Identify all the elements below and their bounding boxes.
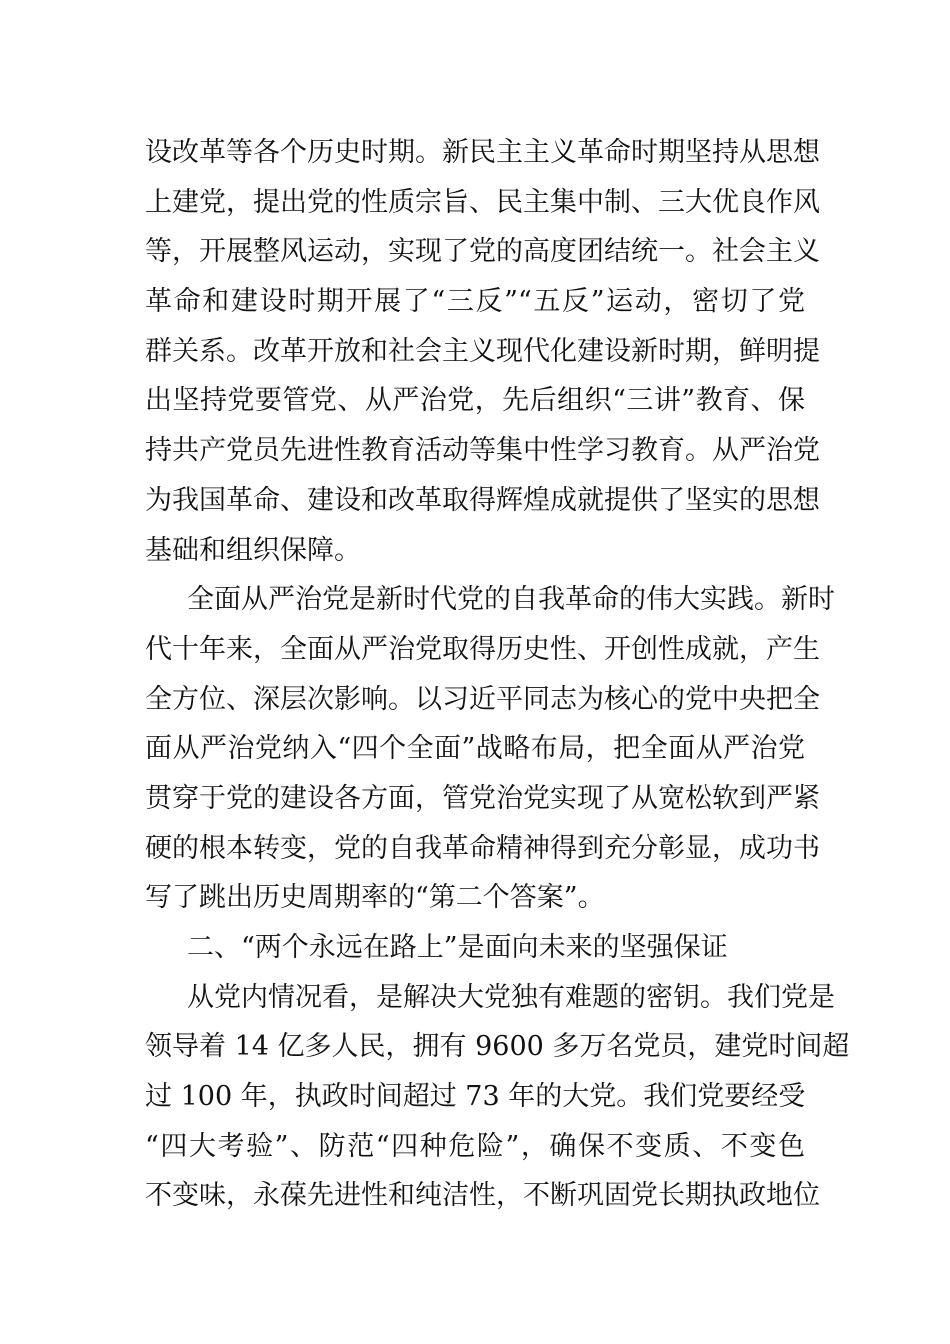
text-line: 领导着 14 亿多人民，拥有 9600 多万名党员，建党时间超	[145, 1031, 850, 1063]
text-line: 群关系。改革开放和社会主义现代化建设新时期，鲜明提	[145, 335, 820, 367]
text-line: 持共产党员先进性教育活动等集中性学习教育。从严治党	[145, 435, 820, 467]
paragraph-1	[145, 128, 820, 575]
text-line: 从党内情况看，是解决大党独有难题的密钥。我们党是	[187, 981, 835, 1013]
text-line: 代十年来，全面从严治党取得历史性、开创性成就，产生	[145, 633, 820, 665]
section-heading: 二、“两个永远在路上”是面向未来的坚强保证	[187, 932, 728, 963]
text-line: 不变味，永葆先进性和纯洁性，不断巩固党长期执政地位	[145, 1180, 820, 1212]
text-line: 上建党，提出党的性质宗旨、民主集中制、三大优良作风	[145, 186, 820, 218]
text-line: 面从严治党纳入“四个全面”战略布局，把全面从严治党	[145, 733, 805, 765]
document-body	[145, 128, 850, 1221]
text-line: 革命和建设时期开展了“三反”“五反”运动，密切了党	[145, 286, 805, 318]
text-line: “四大考验”、防范“四种危险”，确保不变质、不变色	[145, 1130, 805, 1162]
text-line: 贯穿于党的建设各方面，管党治党实现了从宽松软到严紧	[145, 782, 820, 814]
paragraph-3	[145, 973, 850, 1221]
text-line: 过 100 年，执政时间超过 73 年的大党。我们党要经受	[145, 1081, 806, 1113]
text-line: 基础和组织保障。	[145, 534, 361, 566]
text-line: 写了跳出历史周期率的“第二个答案”。	[145, 882, 605, 914]
text-line: 等，开展整风运动，实现了党的高度团结统一。社会主义	[145, 236, 820, 268]
paragraph-2	[145, 575, 835, 923]
text-line: 全方位、深层次影响。以习近平同志为核心的党中央把全	[145, 683, 820, 715]
text-line: 出坚持党要管党、从严治党，先后组织“三讲”教育、保	[145, 385, 805, 417]
text-line: 硬的根本转变，党的自我革命精神得到充分彰显，成功书	[145, 832, 820, 864]
text-line: 设改革等各个历史时期。新民主主义革命时期坚持从思想	[145, 137, 820, 168]
text-line: 全面从严治党是新时代党的自我革命的伟大实践。新时	[187, 584, 835, 616]
text-line: 为我国革命、建设和改革取得辉煌成就提供了坚实的思想	[145, 484, 820, 516]
